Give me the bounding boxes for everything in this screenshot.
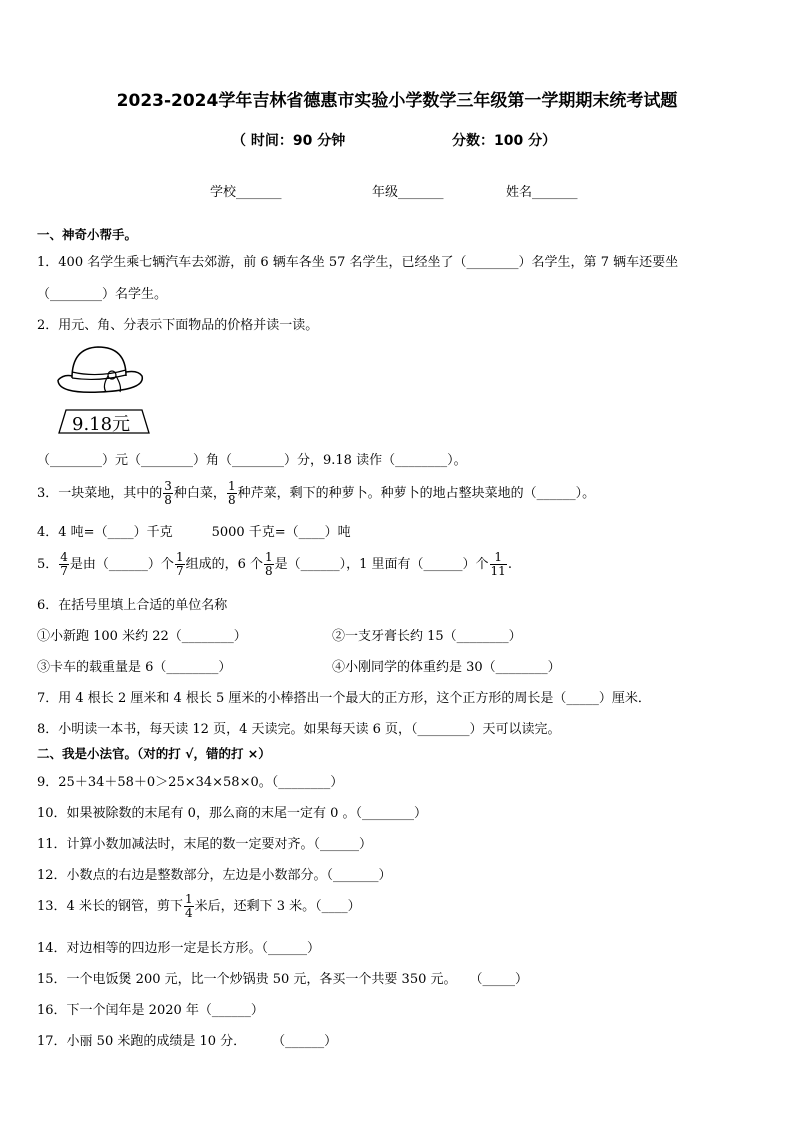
fraction [184, 893, 194, 920]
fraction [175, 551, 185, 578]
fraction [490, 551, 507, 578]
question-17: 17．小丽 50 米跑的成绩是 10 分． （______） [37, 1034, 338, 1049]
section-2-heading: 二、我是小法官。（对的打 √，错的打 ×） [37, 746, 271, 761]
q5-text-a: 5． [37, 557, 59, 572]
question-6: 6．在括号里填上合适的单位名称 [37, 598, 228, 613]
q13-text-b: 米后，还剩下 3 米。（____） [194, 899, 361, 914]
fraction [227, 480, 237, 507]
question-15: 15．一个电饭煲 200 元，比一个炒锅贵 50 元，各买一个共要 350 元。 （_____） [37, 972, 529, 987]
question-6-item: ②一支牙膏长约 15（________） [332, 629, 522, 644]
question-2-answer: （________）元（________）角（________）分，9.18 读作（________）。 [37, 453, 467, 468]
numerator: 3 [164, 479, 172, 493]
name-field: 姓名_______ [506, 185, 578, 200]
denominator: 4 [184, 906, 193, 920]
q3-text-c: 种芹菜，剩下的种萝卜。种萝卜的地占整块菜地的（______）。 [237, 486, 596, 501]
denominator: 8 [227, 493, 236, 507]
question-2: 2．用元、角、分表示下面物品的价格并读一读。 [37, 318, 319, 333]
question-14: 14．对边相等的四边形一定是长方形。（______） [37, 941, 321, 956]
question-9: 9．25＋34＋58＋0＞25×34×58×0。（________） [37, 775, 344, 790]
question-4: 4．4 吨=（____）千克 5000 千克=（____）吨 [37, 525, 351, 540]
question-11: 11．计算小数加减法时，末尾的数一定要对齐。（______） [37, 837, 373, 852]
q3-text-b: 种白菜， [173, 486, 226, 501]
numerator: 4 [60, 550, 68, 564]
fraction [163, 480, 173, 507]
numerator: 1 [227, 479, 236, 493]
q13-text-a: 13．4 米长的钢管，剪下 [37, 899, 183, 914]
numerator: 1 [175, 550, 184, 564]
q5-text-b: 是由（______）个 [69, 557, 174, 572]
denominator: 7 [175, 564, 184, 578]
price-tag-text: 9.18元 [72, 414, 131, 435]
question-5 [37, 551, 512, 578]
fraction [59, 551, 69, 578]
fraction [264, 551, 274, 578]
question-3 [37, 480, 595, 507]
question-1: 1．400 名学生乘七辆汽车去郊游，前 6 辆车各坐 57 名学生，已经坐了（________）名学生，第 7 辆车还要坐 [37, 255, 679, 270]
hat-price-illustration [50, 342, 160, 441]
numerator: 1 [490, 551, 507, 565]
price-tag [58, 408, 150, 438]
question-13 [37, 893, 361, 920]
denominator: 7 [60, 564, 68, 578]
q5-text-e: . [507, 557, 512, 572]
school-field: 学校_______ [210, 185, 282, 200]
question-10: 10．如果被除数的末尾有 0，那么商的末尾一定有 0 。（________） [37, 806, 427, 821]
exam-title: 2023-2024学年吉林省德惠市实验小学数学三年级第一学期期末统考试题 [116, 91, 678, 111]
exam-time: （ 时间：90 分钟 [232, 133, 346, 149]
question-1-cont: （________）名学生。 [37, 287, 168, 302]
question-6-item: ①小新跑 100 米约 22（________） [37, 629, 247, 644]
denominator: 8 [164, 493, 172, 507]
question-6-item: ④小刚同学的体重约是 30（________） [332, 660, 561, 675]
exam-score: 分数：100 分） [452, 133, 557, 149]
question-8: 8．小明读一本书，每天读 12 页，4 天读完。如果每天读 6 页，（________）天可以读完。 [37, 722, 561, 737]
q3-text-a: 3．一块菜地，其中的 [37, 486, 163, 501]
numerator: 1 [184, 892, 193, 906]
q5-text-d: 是（______），1 里面有（______）个 [274, 557, 489, 572]
question-7: 7．用 4 根长 2 厘米和 4 根长 5 厘米的小棒搭出一个最大的正方形，这个正方形的周长是（_____）厘米． [37, 691, 651, 706]
question-16: 16．下一个闰年是 2020 年（______） [37, 1003, 264, 1018]
denominator: 11 [490, 564, 506, 578]
numerator: 1 [264, 550, 273, 564]
denominator: 8 [264, 564, 273, 578]
grade-field: 年级_______ [372, 185, 444, 200]
section-1-heading: 一、神奇小帮手。 [37, 227, 138, 242]
q5-text-c: 组成的，6 个 [185, 557, 263, 572]
question-6-item: ③卡车的载重量是 6（________） [37, 660, 232, 675]
question-12: 12．小数点的右边是整数部分，左边是小数部分。（_______） [37, 868, 392, 883]
